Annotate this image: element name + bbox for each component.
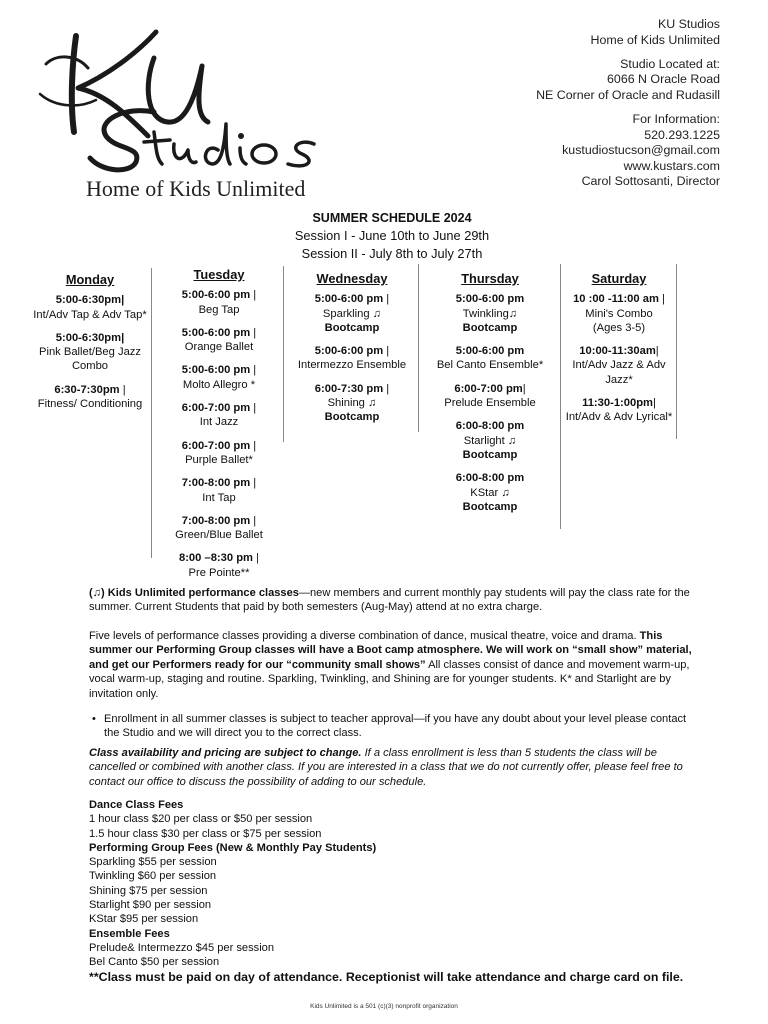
performance-levels-paragraph (89, 629, 695, 701)
tuesday-column (160, 268, 278, 589)
time-separator: | (119, 383, 126, 396)
class-name: Pink Ballet/Beg Jazz Combo (39, 346, 141, 373)
studio-name: KU Studios (658, 17, 720, 31)
fee-line: Sparkling $55 per session (89, 856, 217, 869)
performance-classes-lead: (♫) Kids Unlimited performance classes (89, 587, 299, 599)
fee-line: Shining $75 per session (89, 884, 208, 897)
class-name: Sparkling ♫ (322, 307, 382, 320)
payment-notice: **Class must be paid on day of attendance. Receptionist will take attendance and charge card on file. (89, 969, 684, 984)
class-time: 5:00-6:30pm| (55, 294, 125, 307)
class-name: Int Tap (202, 491, 236, 504)
class-name: Beg Tap (198, 303, 240, 316)
studio-subtitle: Home of Kids Unlimited (590, 32, 720, 47)
time-separator: | (383, 345, 390, 358)
availability-paragraph (89, 746, 695, 789)
class-name: Prelude Ensemble (444, 397, 536, 410)
email-address: kustudiostucson@gmail.com (562, 143, 720, 158)
wednesday-column (292, 272, 412, 434)
class-name: Int/Adv Jazz & Adv Jazz* (572, 359, 666, 386)
website-link: www.kustars.com (623, 158, 720, 173)
class-name: Fitness/ Conditioning (37, 398, 143, 411)
class-item (428, 419, 552, 462)
session-two: Session II - July 8th to July 27th (301, 246, 483, 261)
fee-line: Starlight $90 per session (89, 899, 212, 912)
class-time: 6:00-8:00 pm (455, 420, 525, 433)
performing-fees-heading: Performing Group Fees (New & Monthly Pay Students) (89, 841, 377, 854)
class-item (292, 292, 412, 335)
time-separator: | (250, 364, 257, 377)
class-time: 5:00-6:30pm| (55, 331, 125, 344)
class-item (428, 292, 552, 335)
studio-logo (30, 24, 330, 204)
class-item (160, 401, 278, 430)
time-separator: | (250, 326, 257, 339)
class-name: Mini's Combo (585, 307, 653, 320)
levels-text-intro: Five levels of performance classes providing a diverse combination of dance, musical theatre, voice and drama. (89, 630, 640, 642)
time-separator: | (253, 552, 260, 565)
fee-line: Prelude& Intermezzo $45 per session (89, 941, 274, 954)
time-separator: | (250, 289, 257, 302)
address-corner: NE Corner of Oracle and Rudasill (536, 87, 720, 102)
class-item (428, 344, 552, 373)
day-heading-wednesday: Wednesday (316, 271, 388, 286)
class-item (292, 382, 412, 425)
class-item (562, 396, 676, 425)
fee-line: KStar $95 per session (89, 913, 199, 926)
class-time: 6:00-7:30 pm (314, 382, 384, 395)
fee-line: Twinkling $60 per session (89, 870, 217, 883)
class-name: Pre Pointe** (188, 566, 250, 579)
time-separator: | (250, 402, 257, 415)
logo-script-graphic (36, 24, 336, 174)
bootcamp-tag: Bootcamp (462, 448, 518, 461)
class-item (160, 288, 278, 317)
column-divider (676, 264, 677, 439)
class-time: 6:00-7:00 pm (181, 402, 251, 415)
class-time: 7:00-8:00 pm (181, 477, 251, 490)
class-time: 5:00-6:00 pm (455, 345, 525, 358)
class-name: Starlight ♫ (463, 434, 517, 447)
bullet-icon: • (92, 713, 96, 725)
location-label: Studio Located at: (620, 56, 720, 71)
class-item (160, 326, 278, 355)
logo-tagline: Home of Kids Unlimited (86, 176, 306, 201)
fee-line: 1 hour class $20 per class or $50 per session (89, 813, 313, 826)
availability-text: If a class enrollment is less than 5 students the class will be cancelled or combined with another class. If you are interested in a class that we do not currently offer, please feel free to contact our office to discuss the possibility of adding to our schedule. (89, 747, 683, 788)
ensemble-fees-heading: Ensemble Fees (89, 927, 170, 940)
class-item (32, 383, 148, 412)
address: 6066 N Oracle Road (607, 72, 720, 87)
time-separator: | (522, 382, 526, 395)
class-time: 5:00-6:00 pm (181, 289, 251, 302)
class-item (32, 331, 148, 374)
fee-line: 1.5 hour class $30 per class or $75 per session (89, 827, 322, 840)
class-item (428, 382, 552, 411)
day-heading-saturday: Saturday (591, 271, 647, 286)
time-separator: | (250, 514, 257, 527)
performance-classes-text: —new members and current monthly pay students will pay the class rate for the summer. Current Students that paid by both semesters (Aug-May) attend at no extra charge. (89, 587, 690, 614)
availability-lead: Class availability and pricing are subject to change. (89, 747, 362, 759)
class-item (428, 471, 552, 514)
time-separator: | (383, 382, 390, 395)
director-name: Carol Sottosanti, Director (581, 174, 720, 189)
class-time: 5:00-6:00 pm (314, 293, 384, 306)
class-item (32, 293, 148, 322)
class-time: 5:00-6:00 pm (181, 326, 251, 339)
performance-classes-paragraph (89, 586, 695, 615)
phone-number: 520.293.1225 (644, 127, 720, 142)
class-name: Int/Adv Tap & Adv Tap* (33, 308, 147, 321)
nonprofit-footer: Kids Unlimited is a 501 (c)(3) nonprofit organization (310, 1003, 458, 1010)
class-item (562, 344, 676, 387)
class-time: 10 :00 -11:00 am (573, 293, 659, 306)
schedule-header (0, 210, 768, 263)
time-separator: | (250, 477, 257, 490)
class-item (160, 551, 278, 580)
contact-block (536, 17, 720, 198)
class-name: Int/Adv & Adv Lyrical* (565, 411, 673, 424)
bootcamp-tag: Bootcamp (462, 321, 518, 334)
class-time: 5:00-6:00 pm (455, 293, 525, 306)
day-heading-thursday: Thursday (461, 271, 519, 286)
class-name: Orange Ballet (184, 341, 254, 354)
column-divider (560, 264, 561, 529)
class-time: 5:00-6:00 pm (314, 345, 384, 358)
enrollment-bullet (92, 712, 692, 741)
class-item (562, 292, 676, 335)
levels-text-detail: All classes consist of dance and movement warm-up, vocal warm-up, staging and routine. Sparkling, Twinkling, and Shining are for younger students. K* and Starlight are by invitation only. (89, 658, 690, 700)
bootcamp-tag: Bootcamp (462, 500, 518, 513)
bootcamp-tag: Bootcamp (324, 321, 380, 334)
class-item (160, 363, 278, 392)
time-separator: | (655, 345, 659, 358)
class-name: Green/Blue Ballet (175, 529, 263, 542)
class-name: Molto Allegro * (182, 378, 256, 391)
class-name: Shining ♫ (327, 397, 377, 410)
class-item (292, 344, 412, 373)
class-name: Bel Canto Ensemble* (436, 359, 544, 372)
dance-fees-heading: Dance Class Fees (89, 799, 184, 811)
class-time: 8:00 –8:30 pm (178, 552, 253, 565)
class-name: Intermezzo Ensemble (297, 359, 407, 372)
info-label: For Information: (632, 111, 720, 126)
class-time: 6:00-7:00 pm (181, 439, 251, 452)
class-name: Twinkling♫ (462, 307, 518, 320)
class-name: KStar ♫ (470, 486, 510, 499)
column-divider (151, 268, 152, 558)
column-divider (283, 266, 284, 442)
time-separator: | (383, 293, 390, 306)
class-name: Purple Ballet* (185, 453, 253, 466)
monday-column (32, 273, 148, 420)
class-time: 10:00-11:30am (579, 345, 656, 358)
class-item (160, 439, 278, 468)
class-age-note: (Ages 3-5) (592, 321, 646, 334)
session-one: Session I - June 10th to June 29th (294, 228, 490, 243)
class-time: 5:00-6:00 pm (181, 364, 251, 377)
fees-section (89, 798, 709, 985)
day-heading-monday: Monday (65, 272, 115, 287)
class-time: 11:30-1:00pm (582, 397, 653, 410)
class-item (160, 514, 278, 543)
class-time: 6:30-7:30pm (54, 383, 120, 396)
schedule-title: SUMMER SCHEDULE 2024 (312, 211, 472, 225)
class-time: 6:00-7:00 pm (454, 382, 523, 395)
thursday-column (428, 272, 552, 523)
class-time: 7:00-8:00 pm (181, 514, 251, 527)
class-name: Int Jazz (199, 416, 239, 429)
time-separator: | (658, 293, 665, 306)
fee-line: Bel Canto $50 per session (89, 956, 220, 969)
bootcamp-tag: Bootcamp (324, 411, 380, 424)
time-separator: | (653, 397, 656, 410)
class-item (160, 476, 278, 505)
levels-text-bootcamp: This summer our Performing Group classes will have a Boot camp atmosphere. We will work on “small show” material, and get our Performers ready for our “community small shows” (89, 630, 692, 671)
day-heading-tuesday: Tuesday (193, 267, 245, 282)
column-divider (418, 264, 419, 432)
time-separator: | (250, 439, 257, 452)
class-time: 6:00-8:00 pm (455, 472, 525, 485)
enrollment-text: Enrollment in all summer classes is subject to teacher approval—if you have any doubt about your level please contact the Studio and we will direct you to the correct class. (104, 713, 687, 740)
saturday-column (562, 272, 676, 434)
